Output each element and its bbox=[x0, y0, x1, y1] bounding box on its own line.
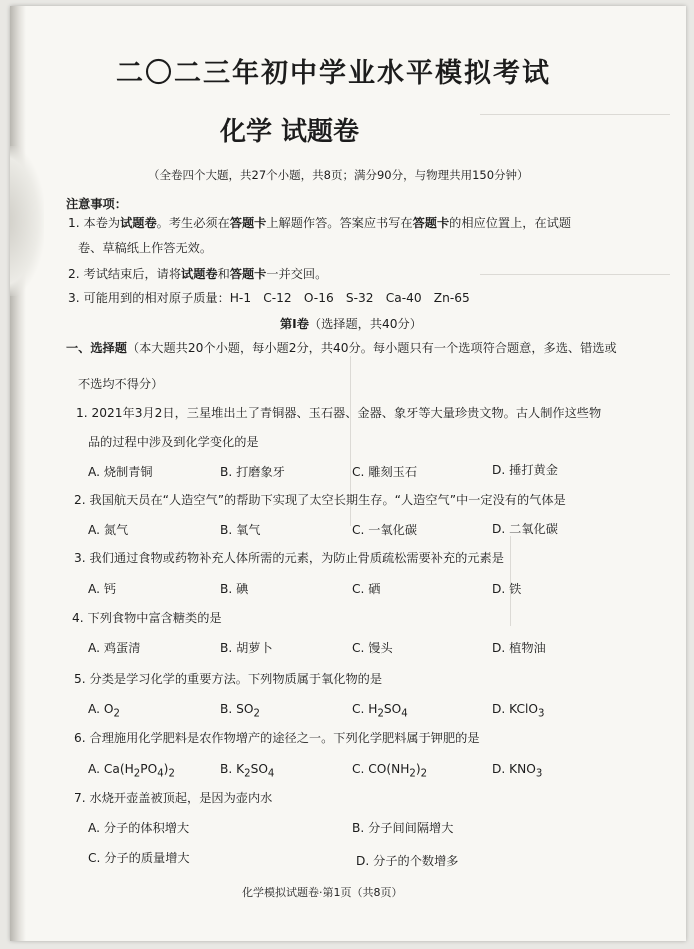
note-item-2: 2. 考试结束后，请将试题卷和答题卡一并交回。 bbox=[68, 267, 328, 281]
question-4-option-b: B. 胡萝卜 bbox=[220, 641, 273, 655]
question-7-option-b: B. 分子间间隔增大 bbox=[352, 821, 454, 835]
question-5-option-b: B. $SO_2$ bbox=[220, 702, 260, 720]
question-3-option-b: B. 碘 bbox=[220, 582, 249, 596]
question-7-option-c: C. 分子的质量增大 bbox=[88, 851, 190, 865]
question-4-stem: 4. 下列食物中富含糖类的是 bbox=[72, 611, 222, 625]
note-item-3: 3. 可能用到的相对原子质量：H-1 C-12 O-16 S-32 Ca-40 Zn-65 bbox=[68, 291, 470, 305]
exam-title: 二〇二三年初中学业水平模拟考试 bbox=[116, 58, 551, 89]
question-2-option-a: A. 氮气 bbox=[88, 523, 129, 537]
question-3-stem: 3. 我们通过食物或药物补充人体所需的元素，为防止骨质疏松需要补充的元素是 bbox=[74, 551, 504, 565]
question-5-option-a: A. $O_2$ bbox=[88, 702, 120, 720]
bleed-through-rule bbox=[480, 114, 670, 115]
question-1-option-c: C. 雕刻玉石 bbox=[352, 465, 418, 479]
question-4-option-d: D. 植物油 bbox=[492, 641, 546, 655]
question-2-option-c: C. 一氧化碳 bbox=[352, 523, 418, 537]
question-6-option-d: D. $KNO_3$ bbox=[492, 762, 543, 780]
page-footer: 化学模拟试题卷·第1页（共8页） bbox=[242, 886, 403, 899]
question-2-option-d: D. 二氧化碳 bbox=[492, 522, 558, 536]
question-2-stem: 2. 我国航天员在“人造空气”的帮助下实现了太空长期生存。“人造空气”中一定没有的气体是 bbox=[74, 493, 566, 507]
question-1-option-d: D. 捶打黄金 bbox=[492, 463, 558, 477]
question-1-option-b: B. 打磨象牙 bbox=[220, 465, 285, 479]
question-type-heading: 一、选择题（本大题共20个小题，每小题2分，共40分。每小题只有一个选项符合题意，多选、错选或 bbox=[66, 341, 617, 355]
question-3-option-c: C. 硒 bbox=[352, 582, 381, 596]
question-4-option-a: A. 鸡蛋清 bbox=[88, 641, 141, 655]
question-6-option-b: B. $K_2SO_4$ bbox=[220, 762, 275, 780]
question-4-option-c: C. 馒头 bbox=[352, 641, 393, 655]
note-item-1: 1. 本卷为试题卷。考生必须在答题卡上解题作答。答案应书写在答题卡的相应位置上，在试题 bbox=[68, 216, 572, 230]
question-1-stem: 1. 2021年3月2日，三星堆出土了青铜器、玉石器、金器、象牙等大量珍贵文物。古人制作这些物 bbox=[76, 406, 602, 420]
question-2-option-b: B. 氧气 bbox=[220, 523, 261, 537]
question-5-stem: 5. 分类是学习化学的重要方法。下列物质属于氧化物的是 bbox=[74, 672, 383, 686]
subject-title: 化学 试题卷 bbox=[220, 117, 360, 147]
question-7-option-d: D. 分子的个数增多 bbox=[356, 854, 459, 868]
question-5-option-d: D. KClO$_3$ bbox=[492, 702, 545, 720]
question-6-stem: 6. 合理施用化学肥料是农作物增产的途径之一。下列化学肥料属于钾肥的是 bbox=[74, 731, 480, 745]
question-6-option-a: A. $Ca(H_2PO_4)_2$ bbox=[88, 762, 175, 780]
bleed-through-rule bbox=[480, 274, 670, 275]
question-3-option-d: D. 铁 bbox=[492, 582, 522, 596]
question-5-option-c: C. $H_2SO_4$ bbox=[352, 702, 408, 720]
question-7-stem: 7. 水烧开壶盖被顶起，是因为壶内水 bbox=[74, 791, 273, 805]
question-7-option-a: A. 分子的体积增大 bbox=[88, 821, 190, 835]
notes-heading: 注意事项： bbox=[66, 197, 127, 211]
question-6-option-c: C. $CO(NH_2)_2$ bbox=[352, 762, 428, 780]
section-heading: 第Ⅰ卷（选择题，共40分） bbox=[280, 317, 422, 331]
question-3-option-a: A. 钙 bbox=[88, 582, 117, 596]
paper-fold-stain bbox=[10, 146, 44, 296]
bleed-through-rule bbox=[510, 536, 511, 626]
paper-info: （全卷四个大题，共27个小题，共8页；满分90分，与物理共用150分钟） bbox=[148, 168, 529, 182]
question-type-heading-cont: 不选均不得分） bbox=[78, 377, 164, 391]
exam-paper-page bbox=[10, 6, 686, 941]
question-1-stem-cont: 品的过程中涉及到化学变化的是 bbox=[88, 435, 259, 449]
note-item-1-cont: 卷、草稿纸上作答无效。 bbox=[78, 241, 213, 255]
question-1-option-a: A. 烧制青铜 bbox=[88, 465, 153, 479]
